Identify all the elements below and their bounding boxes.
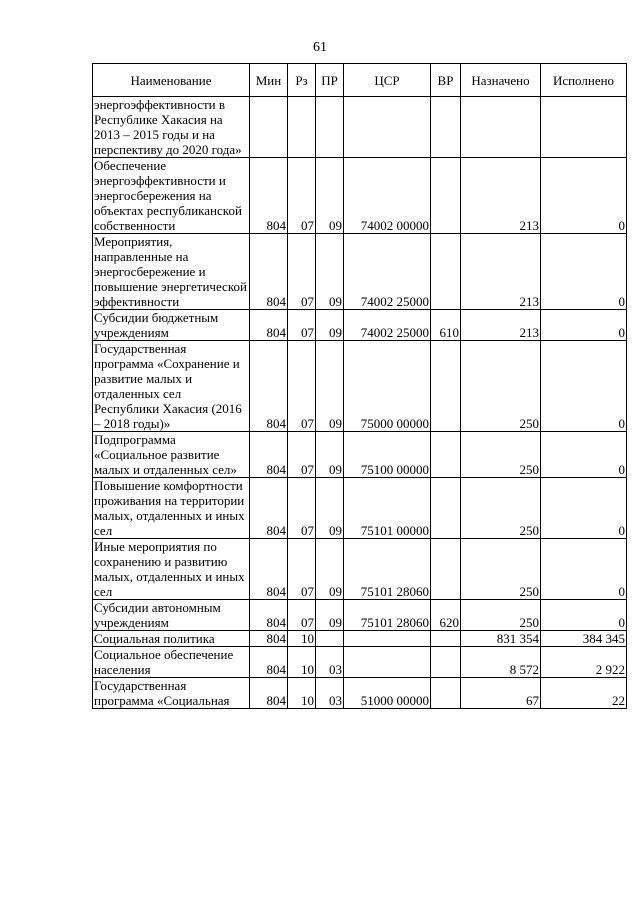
cell-pr: 09 (316, 432, 344, 478)
cell-executed: 0 (541, 600, 627, 631)
cell-name: Субсидии автономным учреждениям (93, 600, 250, 631)
cell-rz: 10 (288, 647, 316, 678)
cell-pr: 09 (316, 539, 344, 600)
cell-vr: 610 (431, 310, 461, 341)
cell-executed: 384 345 (541, 631, 627, 647)
cell-min: 804 (250, 234, 288, 310)
cell-min: 804 (250, 432, 288, 478)
cell-csr: 74002 00000 (344, 158, 431, 234)
cell-executed: 0 (541, 310, 627, 341)
cell-pr: 03 (316, 647, 344, 678)
cell-min: 804 (250, 310, 288, 341)
cell-assigned: 250 (461, 539, 541, 600)
header-pr: ПР (316, 64, 344, 97)
cell-pr: 09 (316, 310, 344, 341)
header-min: Мин (250, 64, 288, 97)
cell-min: 804 (250, 678, 288, 709)
header-vr: ВР (431, 64, 461, 97)
cell-name: Повышение комфортности проживания на территории малых, отдаленных и иных сел (93, 478, 250, 539)
cell-csr (344, 647, 431, 678)
cell-csr: 51000 00000 (344, 678, 431, 709)
cell-assigned: 213 (461, 310, 541, 341)
cell-pr: 09 (316, 158, 344, 234)
cell-rz (288, 97, 316, 158)
cell-min: 804 (250, 631, 288, 647)
table-row (93, 432, 627, 478)
cell-assigned: 250 (461, 600, 541, 631)
cell-executed: 2 922 (541, 647, 627, 678)
cell-name: Иные мероприятия по сохранению и развитию малых, отдаленных и иных сел (93, 539, 250, 600)
cell-min: 804 (250, 539, 288, 600)
header-name: Наименование (93, 64, 250, 97)
cell-executed: 0 (541, 432, 627, 478)
cell-executed: 0 (541, 158, 627, 234)
cell-vr: 620 (431, 600, 461, 631)
table-row (93, 647, 627, 678)
cell-min: 804 (250, 158, 288, 234)
table-row (93, 539, 627, 600)
cell-csr: 75101 28060 (344, 539, 431, 600)
cell-vr (431, 539, 461, 600)
cell-pr (316, 97, 344, 158)
cell-csr: 74002 25000 (344, 234, 431, 310)
cell-vr (431, 478, 461, 539)
table-row (93, 234, 627, 310)
table-header-row (93, 64, 627, 97)
cell-assigned: 8 572 (461, 647, 541, 678)
table-row (93, 158, 627, 234)
cell-pr (316, 631, 344, 647)
cell-executed: 0 (541, 234, 627, 310)
cell-rz: 10 (288, 631, 316, 647)
cell-name: Подпрограмма «Социальное развитие малых и отдаленных сел» (93, 432, 250, 478)
table-row (93, 600, 627, 631)
cell-vr (431, 631, 461, 647)
cell-min: 804 (250, 600, 288, 631)
header-rz: Рз (288, 64, 316, 97)
cell-vr (431, 678, 461, 709)
cell-vr (431, 341, 461, 432)
cell-min: 804 (250, 341, 288, 432)
cell-assigned: 250 (461, 341, 541, 432)
cell-pr: 09 (316, 600, 344, 631)
cell-assigned: 213 (461, 234, 541, 310)
cell-rz: 07 (288, 234, 316, 310)
cell-min: 804 (250, 478, 288, 539)
cell-name: Государственная программа «Социальная (93, 678, 250, 709)
table-row (93, 341, 627, 432)
cell-rz: 07 (288, 600, 316, 631)
cell-name: Мероприятия, направленные на энергосбережение и повышение энергетической эффективности (93, 234, 250, 310)
cell-rz: 07 (288, 341, 316, 432)
cell-assigned: 213 (461, 158, 541, 234)
cell-name: Обеспечение энергоэффективности и энергосбережения на объектах республиканской собственности (93, 158, 250, 234)
cell-min: 804 (250, 647, 288, 678)
cell-rz: 07 (288, 432, 316, 478)
cell-csr (344, 631, 431, 647)
cell-pr: 09 (316, 234, 344, 310)
cell-min (250, 97, 288, 158)
cell-executed: 0 (541, 341, 627, 432)
cell-csr: 75101 00000 (344, 478, 431, 539)
cell-assigned (461, 97, 541, 158)
header-executed: Исполнено (541, 64, 627, 97)
cell-vr (431, 97, 461, 158)
cell-assigned: 831 354 (461, 631, 541, 647)
cell-name: Социальное обеспечение населения (93, 647, 250, 678)
budget-table (92, 63, 627, 709)
cell-executed: 0 (541, 478, 627, 539)
cell-pr: 03 (316, 678, 344, 709)
cell-name: Социальная политика (93, 631, 250, 647)
table-row (93, 631, 627, 647)
cell-rz: 07 (288, 158, 316, 234)
cell-assigned: 67 (461, 678, 541, 709)
cell-executed: 0 (541, 539, 627, 600)
table-row (93, 310, 627, 341)
cell-executed: 22 (541, 678, 627, 709)
cell-pr: 09 (316, 478, 344, 539)
page-number: 61 (313, 40, 327, 55)
header-csr: ЦСР (344, 64, 431, 97)
cell-assigned: 250 (461, 432, 541, 478)
cell-vr (431, 234, 461, 310)
cell-csr (344, 97, 431, 158)
table-row (93, 97, 627, 158)
cell-name: Субсидии бюджетным учреждениям (93, 310, 250, 341)
table-row (93, 678, 627, 709)
cell-rz: 07 (288, 310, 316, 341)
cell-vr (431, 432, 461, 478)
cell-rz: 07 (288, 478, 316, 539)
header-assigned: Назначено (461, 64, 541, 97)
cell-csr: 74002 25000 (344, 310, 431, 341)
cell-vr (431, 158, 461, 234)
table-row (93, 478, 627, 539)
cell-csr: 75000 00000 (344, 341, 431, 432)
cell-name: энергоэффективности в Республике Хакасия на 2013 – 2015 годы и на перспективу до 2020 года» (93, 97, 250, 158)
cell-rz: 10 (288, 678, 316, 709)
table-body (93, 97, 627, 709)
cell-rz: 07 (288, 539, 316, 600)
cell-executed (541, 97, 627, 158)
cell-assigned: 250 (461, 478, 541, 539)
cell-name: Государственная программа «Сохранение и развитие малых и отдаленных сел Республики Хакасия (2016 – 2018 годы)» (93, 341, 250, 432)
cell-csr: 75100 00000 (344, 432, 431, 478)
cell-pr: 09 (316, 341, 344, 432)
cell-csr: 75101 28060 (344, 600, 431, 631)
cell-vr (431, 647, 461, 678)
